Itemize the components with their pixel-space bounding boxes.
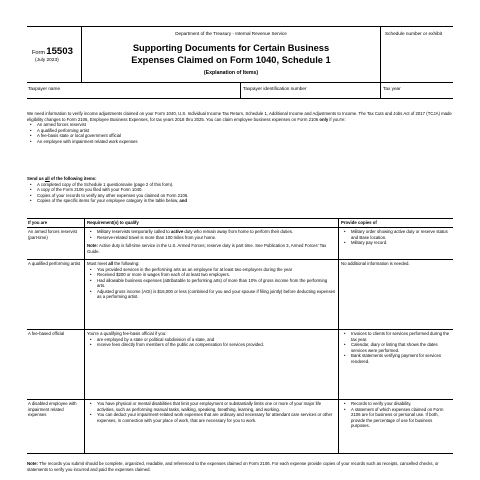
send-list: [27, 182, 453, 204]
form-title: [82, 42, 380, 66]
send-title-b: of the following items:: [50, 176, 97, 181]
list-item: • Records to verify your disability.: [341, 401, 451, 407]
form-number-line: [32, 46, 73, 58]
list-item: • Reserve-related travel is more than 100 miles from your home.: [87, 235, 336, 241]
form-id-box: [27, 27, 82, 82]
table-row: [27, 259, 453, 329]
list-item: • Military pay record.: [341, 240, 451, 246]
taxpayer-row: [27, 83, 453, 99]
taxpayer-name-label: Taxpayer name: [28, 85, 61, 91]
list-item: • Invoices to clients for services performed during the tax year.: [341, 331, 451, 342]
list-item: • Copies of your records to verify any other expenses you claimed on Form 2106.: [27, 193, 453, 199]
row-requirements-fee-official: [84, 330, 338, 399]
reservist-note: [87, 243, 336, 254]
tax-year-field[interactable]: [380, 83, 453, 98]
req-text: Military reservists temporarily called to: [97, 229, 170, 234]
header-requirements: Requirement(s) to qualify: [84, 219, 338, 227]
schedule-number-label: Schedule number or exhibit: [385, 31, 443, 36]
list-item: • You have physical or mental disabilities that limit your employment or substantially limits one or more of your major life activities, such as performing manual tasks, walking, speaking, breathing, learning, and working.: [87, 401, 336, 412]
form-title-box: [82, 27, 380, 82]
list-item: • Had allowable business expenses (attributable to performing arts) of more than 10% of gross income from the performing arts.: [87, 278, 336, 289]
send-title-all: all: [44, 176, 50, 181]
row-requirements-artist: [84, 260, 338, 329]
list-item: • An employee with impairment related work expenses: [27, 139, 453, 145]
req-active-emphasis: active: [171, 229, 184, 234]
list-item: • A copy of the Form 2106 you filed with your Form 1040.: [27, 187, 453, 193]
row-provide-reservist: [338, 228, 453, 259]
req-text: duty who remain away from home to perform their duties.: [184, 229, 294, 234]
row-label-artist: A qualified performing artist: [28, 261, 81, 266]
form-word: Form: [32, 50, 46, 56]
department: Department of the Treasury - Internal Revenue Service: [175, 31, 287, 36]
requirements-table: [27, 218, 453, 454]
req-text: Must meet: [87, 261, 108, 266]
taxpayer-tin-label: Taxpayer identification number: [243, 85, 307, 91]
list-item: • You provided services in the performing arts as an employee for at least two employers during the year: [87, 267, 336, 273]
list-item: • Calendar, diary or listing that shows the dates services were performed.: [341, 342, 451, 353]
footer-note: [27, 461, 453, 472]
list-item: • are employed by a state or political subdivision of a state, and: [87, 337, 336, 343]
send-last-item-text: Copies of the specific items for your employee category in the table below,: [37, 198, 179, 203]
row-requirements-reservist: [84, 228, 338, 259]
send-title-a: Send us: [27, 176, 44, 181]
footer-note-text: The records you submit should be complete, organized, readable, and referenced to the expenses claimed on Form 2106. For each expense provide copies of your records such as receipts, cancelled checks, or statements to verify you incurred and paid the expenses claimed.: [27, 461, 439, 472]
intro-text-a: We need information to verify income adjustments claimed on your Form 1040, U.S. Individual Income Tax Return, Schedule 1, Additional Income and Adjustments to Income. The Tax Cuts and Jobs Act of 2017 (TCJA) made eligibility changes to Form 2106, Employee Business Expenses, for tax years 2018 thru 2025. You can claim employee business expenses on Form 2106: [27, 111, 452, 122]
table-row: [27, 227, 453, 259]
intro-paragraph: [27, 111, 453, 122]
note-text: Active duty is full-time service in the U.S. Armed Forces; reserve duty is part time. See Publication 3, Armed Forces' Tax Guide.: [87, 243, 327, 254]
send-last-item-and: and: [179, 198, 187, 203]
row-provide-fee-official: [338, 330, 453, 399]
row-provide-artist: No additional information is needed.: [338, 260, 453, 329]
form-header: [27, 26, 453, 83]
eligibility-list: [27, 122, 453, 144]
list-item: • Bank statements verifying payment for services rendered.: [341, 353, 451, 364]
send-section: [27, 176, 453, 204]
footer-note-label: Note:: [27, 461, 38, 466]
req-all-emphasis: all: [108, 261, 114, 266]
list-item: • A fee-basis state or local government official: [27, 133, 453, 139]
taxpayer-tin-field[interactable]: [240, 83, 380, 98]
schedule-number-field[interactable]: [380, 27, 453, 82]
row-label-disabled: A disabled employee with impairment related expenses: [28, 401, 77, 417]
list-item: • You can deduct your impairment-related work expenses that are ordinary and necessary for attendant care services or other expenses, in connection with your place of work, that are necessary for you to work.: [87, 412, 336, 423]
list-item: [27, 198, 453, 204]
header-if-you-are: If you are: [28, 220, 48, 225]
list-item: • A completed copy of the Schedule 1 questionnaire (page 2 of this form).: [27, 182, 453, 188]
req-text: the following:: [114, 261, 140, 266]
table-row: [27, 399, 453, 454]
list-item: • Military order showing active duty or reserve status and Base location.: [341, 229, 451, 240]
tax-year-label: Tax year: [383, 85, 401, 91]
form-title-line-1: Supporting Documents for Certain Business: [132, 43, 330, 53]
form-number: 15503: [46, 46, 73, 57]
note-label: Note:: [87, 243, 98, 248]
taxpayer-name-field[interactable]: [27, 83, 240, 98]
intro-section: [27, 111, 453, 144]
list-item: • Adjusted gross income (AGI) is $16,000 or less (combined for you and your spouse if filing jointly) before deducting expenses as a performing artist.: [87, 289, 336, 300]
table-header-row: [27, 218, 453, 227]
row-provide-disabled: [338, 400, 453, 453]
table-row: [27, 329, 453, 399]
row-label-fee-official: A fee-based official: [28, 331, 65, 336]
intro-only-emphasis: only: [319, 116, 329, 122]
list-item: • Received $200 or more in wages from each of at least two employers.: [87, 272, 336, 278]
row-requirements-disabled: [84, 400, 338, 453]
form-title-line-2: Expenses Claimed on Form 1040, Schedule 1: [131, 55, 331, 66]
header-provide-copies: Provide copies of: [338, 219, 453, 227]
fee-intro: You're a qualifying fee-basis official if you:: [87, 331, 167, 336]
form-subtitle: (Explanation of Items): [203, 70, 259, 76]
list-item: • An armed forces reservist: [27, 122, 453, 128]
list-item: • A statement of which expenses claimed on Form 2106 are for business or personal use. If both, provide the percentage of use for business purposes.: [341, 407, 451, 429]
intro-text-b: if you're:: [329, 116, 346, 122]
row-label-reservist: An armed forces reservist (part-time): [28, 229, 77, 240]
list-item: • receive fees directly from members of the public as compensation for services provided.: [87, 342, 336, 348]
list-item: • A qualified performing artist: [27, 128, 453, 134]
form-revision: (July 2023): [35, 58, 59, 63]
